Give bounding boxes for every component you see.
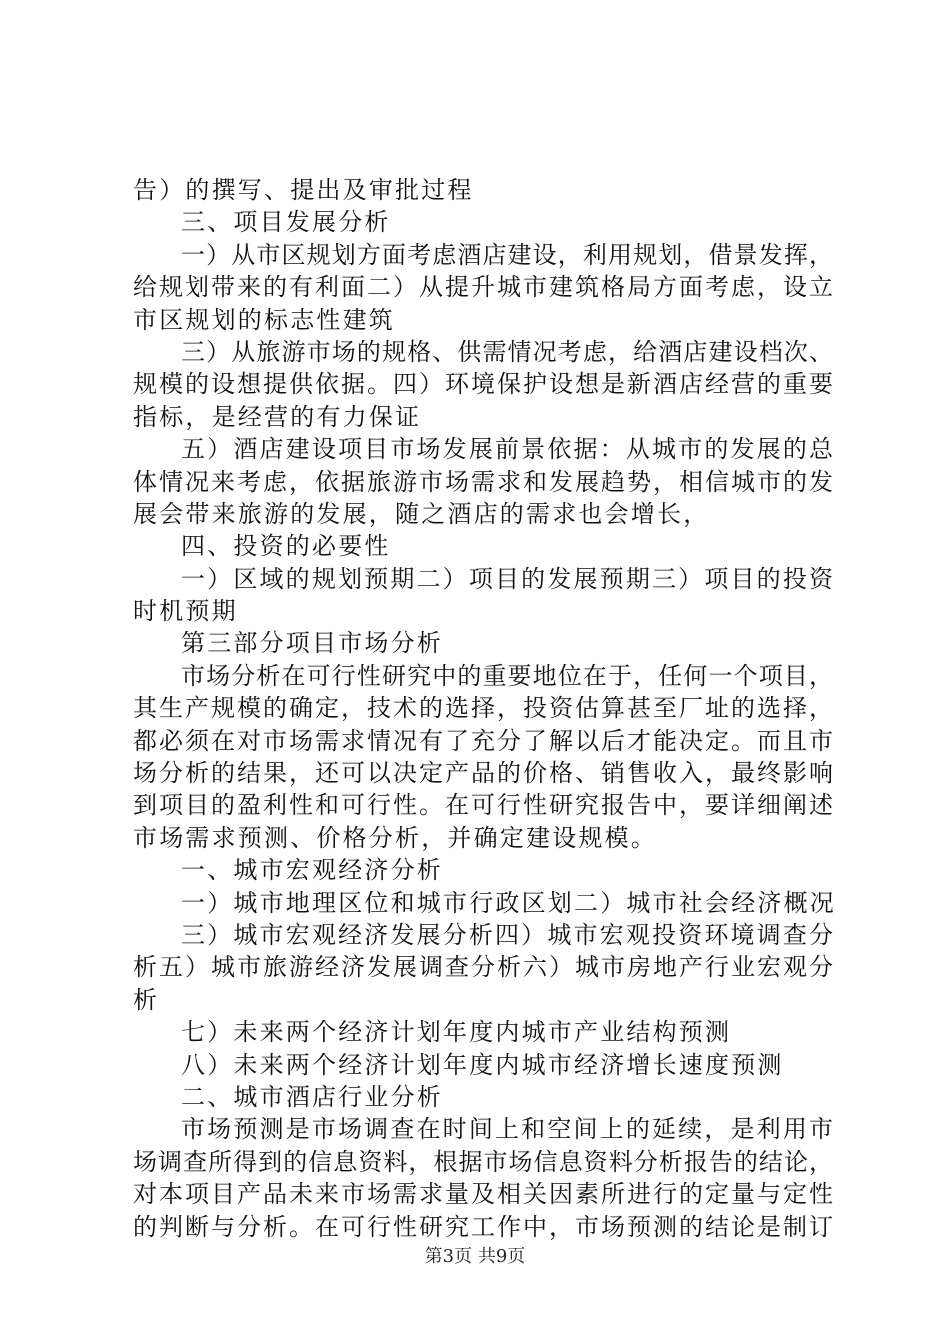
text-line: 展会带来旅游的发展，随之酒店的需求也会增长， bbox=[133, 499, 710, 528]
text-line: 给规划带来的有利面二）从提升城市建筑格局方面考虑，设立 bbox=[133, 273, 833, 302]
text-line: 析五）城市旅游经济发展调查分析六）城市房地产行业宏观分 bbox=[133, 953, 833, 982]
section-heading: 三、项目发展分析 bbox=[181, 208, 391, 237]
text-line: 一）区域的规划预期二）项目的发展预期三）项目的投资 bbox=[181, 564, 833, 593]
text-line: 市区规划的标志性建筑 bbox=[133, 305, 395, 334]
text-line: 市场需求预测、价格分析，并确定建设规模。 bbox=[133, 823, 657, 852]
text-line: 三）从旅游市场的规格、供需情况考虑，给酒店建设档次、 bbox=[181, 337, 833, 366]
section-heading: 一、城市宏观经济分析 bbox=[181, 856, 443, 885]
text-line: 体情况来考虑，依据旅游市场需求和发展趋势，相信城市的发 bbox=[133, 467, 833, 496]
text-line: 五）酒店建设项目市场发展前景依据：从城市的发展的总 bbox=[181, 435, 833, 464]
text-line: 的判断与分析。在可行性研究工作中，市场预测的结论是制订 bbox=[133, 1212, 833, 1241]
section-heading: 四、投资的必要性 bbox=[181, 532, 391, 561]
text-line: 规模的设想提供依据。四）环境保护设想是新酒店经营的重要 bbox=[133, 370, 833, 399]
text-line: 指标，是经营的有力保证 bbox=[133, 402, 422, 431]
text-line: 市场预测是市场调查在时间上和空间上的延续，是利用市 bbox=[181, 1115, 833, 1144]
text-line: 三）城市宏观经济发展分析四）城市宏观投资环境调查分 bbox=[181, 920, 833, 949]
text-line: 告）的撰写、提出及审批过程 bbox=[133, 176, 474, 204]
text-line: 八）未来两个经济计划年度内城市经济增长速度预测 bbox=[181, 1050, 784, 1079]
part-heading: 第三部分项目市场分析 bbox=[181, 629, 443, 658]
text-line: 到项目的盈利性和可行性。在可行性研究报告中，要详细阐述 bbox=[133, 791, 833, 820]
text-line: 七）未来两个经济计划年度内城市产业结构预测 bbox=[181, 1018, 732, 1047]
text-line: 时机预期 bbox=[133, 597, 238, 626]
text-line: 场调查所得到的信息资料，根据市场信息资料分析报告的结论， bbox=[133, 1147, 833, 1176]
text-line: 析 bbox=[133, 985, 160, 1014]
page-number: 第3页 共9页 bbox=[424, 1246, 526, 1267]
text-line: 市场分析在可行性研究中的重要地位在于，任何一个项目， bbox=[181, 661, 833, 690]
text-line: 场分析的结果，还可以决定产品的价格、销售收入，最终影响 bbox=[133, 759, 833, 788]
text-line: 一）城市地理区位和城市行政区划二）城市社会经济概况 bbox=[181, 888, 836, 917]
text-line: 一）从市区规划方面考虑酒店建设，利用规划，借景发挥， bbox=[181, 240, 833, 269]
document-body bbox=[133, 174, 836, 1243]
text-line: 其生产规模的确定，技术的选择，投资估算甚至厂址的选择， bbox=[133, 694, 833, 723]
text-line: 对本项目产品未来市场需求量及相关因素所进行的定量与定性 bbox=[133, 1180, 833, 1209]
section-heading: 二、城市酒店行业分析 bbox=[181, 1082, 443, 1111]
text-line: 都必须在对市场需求情况有了充分了解以后才能决定。而且市 bbox=[133, 726, 833, 755]
